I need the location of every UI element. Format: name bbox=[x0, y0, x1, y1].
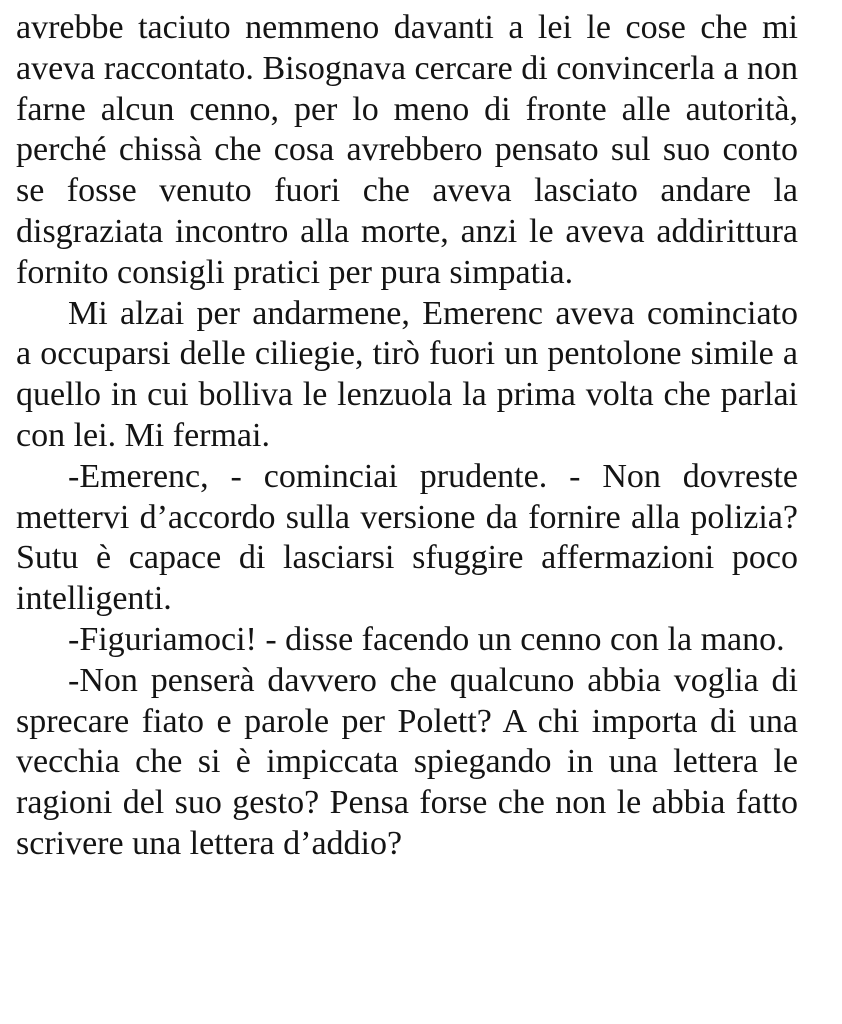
paragraph-3: -Emerenc, - cominciai prudente. - Non dovreste mettervi d’accordo sulla versione da fornire alla polizia? Sutu è capace di lasciarsi sfuggire affermazioni poco intelligenti. bbox=[16, 457, 798, 618]
paragraph-5: -Non penserà davvero che qualcuno abbia voglia di sprecare fiato e parole per Polett? A chi importa di una vecchia che si è impiccata spiegando in una lettera le ragioni del suo gesto? Pensa forse che non le abbia fatto scrivere una lettera d’addio? bbox=[16, 661, 798, 862]
paragraph-1: avrebbe taciuto nemmeno davanti a lei le cose che mi aveva raccontato. Bisognava cercare di convincerla a non farne alcun cenno, per lo meno di fronte alle autorità, perché chissà che cosa avrebbero pensato sul suo conto se fosse venuto fuori che aveva lasciato andare la disgraziata incontro alla morte, anzi le aveva addirittura fornito consigli pratici per pura simpatia. bbox=[16, 9, 798, 291]
paragraph-2: Mi alzai per andarmene, Emerenc aveva cominciato a occuparsi delle ciliegie, tirò fuori un pentolone simile a quello in cui bolliva le lenzuola la prima volta che parlai con lei. Mi fermai. bbox=[16, 294, 798, 454]
paragraph-4: -Figuriamoci! - disse facendo un cenno con la mano. bbox=[68, 620, 785, 658]
body-text bbox=[16, 8, 798, 865]
